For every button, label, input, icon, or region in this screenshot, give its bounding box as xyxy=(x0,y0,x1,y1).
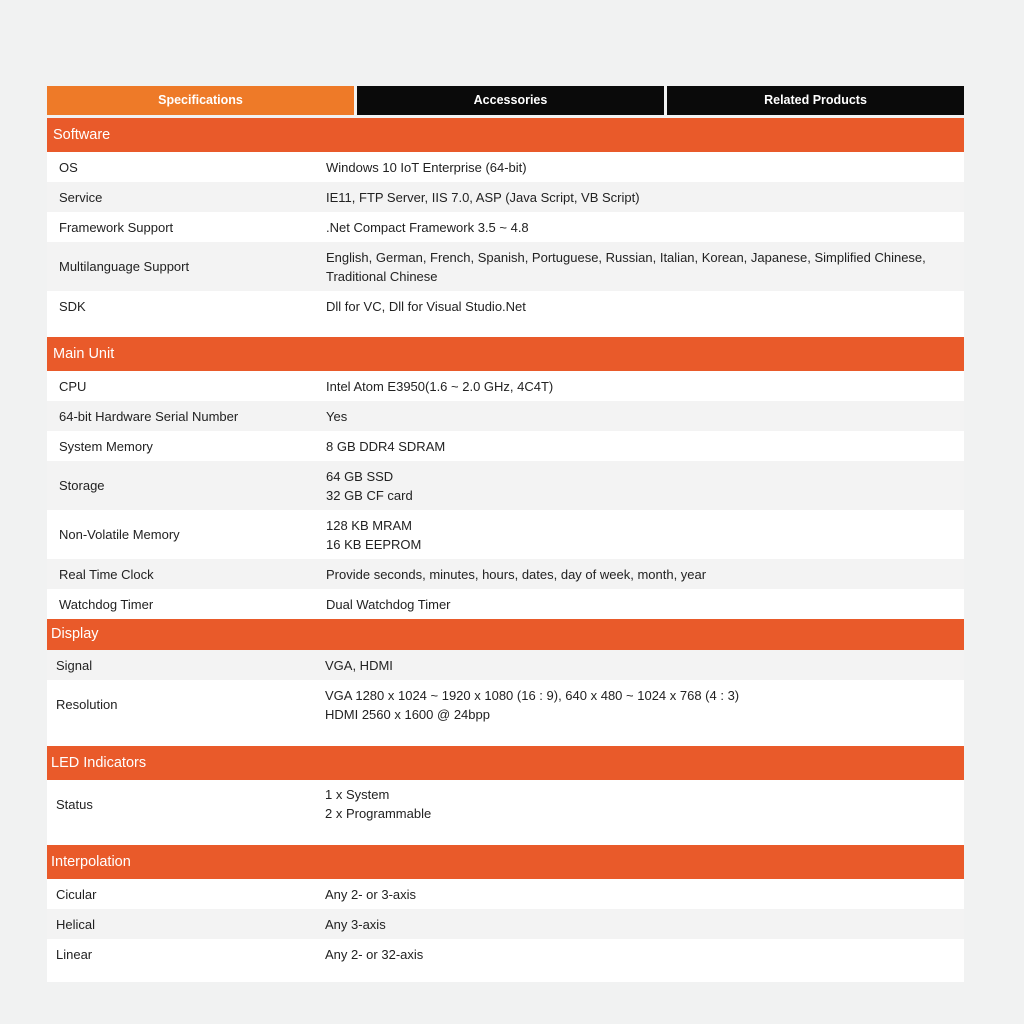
section-header-display: Display xyxy=(47,619,964,650)
spec-value: Intel Atom E3950(1.6 ~ 2.0 GHz, 4C4T) xyxy=(326,378,554,394)
spec-value: Provide seconds, minutes, hours, dates, day of week, month, year xyxy=(326,566,707,582)
spec-value: Any 2- or 32-axis xyxy=(325,946,424,962)
tab-bar xyxy=(47,86,964,115)
spec-label: SDK xyxy=(59,298,86,314)
spec-value: Any 3-axis xyxy=(325,916,386,932)
section-spacer xyxy=(47,321,964,337)
spec-row-status xyxy=(47,780,964,828)
spec-row-storage xyxy=(47,461,964,510)
spec-label: Watchdog Timer xyxy=(59,596,154,612)
section-spacer xyxy=(47,828,964,845)
spec-table xyxy=(47,118,964,982)
spec-value: 8 GB DDR4 SDRAM xyxy=(326,438,446,454)
spec-value-line: 64 GB SSD xyxy=(326,468,394,484)
spec-value-line: 32 GB CF card xyxy=(326,487,413,503)
spec-value: Dll for VC, Dll for Visual Studio.Net xyxy=(326,298,526,314)
spec-value-line: VGA 1280 x 1024 ~ 1920 x 1080 (16 : 9), 640 x 480 ~ 1024 x 768 (4 : 3) xyxy=(325,687,740,703)
section-header-software: Software xyxy=(47,118,964,152)
spec-row-cpu xyxy=(47,371,964,401)
tab-specifications[interactable]: Specifications xyxy=(47,86,354,115)
spec-row-framework-support xyxy=(47,212,964,242)
spec-row-signal xyxy=(47,650,964,680)
tab-accessories[interactable]: Accessories xyxy=(357,86,664,115)
spec-value: Yes xyxy=(326,408,348,424)
spec-label: Service xyxy=(59,189,103,205)
spec-row-service xyxy=(47,182,964,212)
spec-value-line: 16 KB EEPROM xyxy=(326,536,422,552)
spec-row-circular xyxy=(47,879,964,909)
table-footer-spacer xyxy=(47,969,964,982)
spec-value: .Net Compact Framework 3.5 ~ 4.8 xyxy=(326,219,529,235)
spec-label: Non-Volatile Memory xyxy=(59,527,180,542)
spec-row-linear xyxy=(47,939,964,969)
spec-value-line: 1 x System xyxy=(325,787,390,802)
section-header-led-indicators: LED Indicators xyxy=(47,746,964,780)
spec-label: Linear xyxy=(56,946,93,962)
spec-row-non-volatile-memory xyxy=(47,510,964,559)
spec-value-line: 128 KB MRAM xyxy=(326,517,412,533)
spec-row-helical xyxy=(47,909,964,939)
spec-row-watchdog-timer xyxy=(47,589,964,619)
spec-value: Windows 10 IoT Enterprise (64-bit) xyxy=(326,159,527,175)
spec-value: IE11, FTP Server, IIS 7.0, ASP (Java Script, VB Script) xyxy=(326,189,640,205)
section-header-main-unit: Main Unit xyxy=(47,337,964,371)
spec-value xyxy=(325,686,964,724)
spec-label: Storage xyxy=(59,478,105,493)
spec-label: Status xyxy=(56,796,93,812)
spec-row-sdk xyxy=(47,291,964,321)
spec-row-system-memory xyxy=(47,431,964,461)
spec-row-os xyxy=(47,152,964,182)
spec-value-line: HDMI 2560 x 1600 @ 24bpp xyxy=(325,706,490,722)
spec-label: Resolution xyxy=(56,697,118,712)
spec-label: System Memory xyxy=(59,438,153,454)
spec-label: CPU xyxy=(59,378,87,394)
tab-related-products[interactable]: Related Products xyxy=(667,86,964,115)
spec-label: Multilanguage Support xyxy=(59,259,190,274)
spec-label: Framework Support xyxy=(59,219,174,235)
section-header-interpolation: Interpolation xyxy=(47,845,964,879)
spec-value xyxy=(325,785,964,823)
section-spacer xyxy=(47,729,964,746)
spec-label: Helical xyxy=(56,916,96,932)
spec-value: VGA, HDMI xyxy=(325,657,393,673)
spec-row-hardware-serial xyxy=(47,401,964,431)
spec-value: English, German, French, Spanish, Portuguese, Russian, Italian, Korean, Japanese, Simplified Chinese, Traditional Chinese xyxy=(326,249,926,284)
spec-label: Real Time Clock xyxy=(59,566,154,582)
spec-row-real-time-clock xyxy=(47,559,964,589)
spec-row-resolution xyxy=(47,680,964,729)
spec-value: Any 2- or 3-axis xyxy=(325,886,417,902)
spec-label: Signal xyxy=(56,657,93,673)
spec-value-line: 2 x Programmable xyxy=(325,806,432,821)
spec-label: OS xyxy=(59,159,78,175)
spec-label: Cicular xyxy=(56,886,97,902)
spec-label: 64-bit Hardware Serial Number xyxy=(59,408,239,424)
spec-value xyxy=(326,467,964,505)
spec-row-multilanguage-support xyxy=(47,242,964,291)
spec-value xyxy=(326,516,964,554)
spec-value: Dual Watchdog Timer xyxy=(326,596,451,612)
